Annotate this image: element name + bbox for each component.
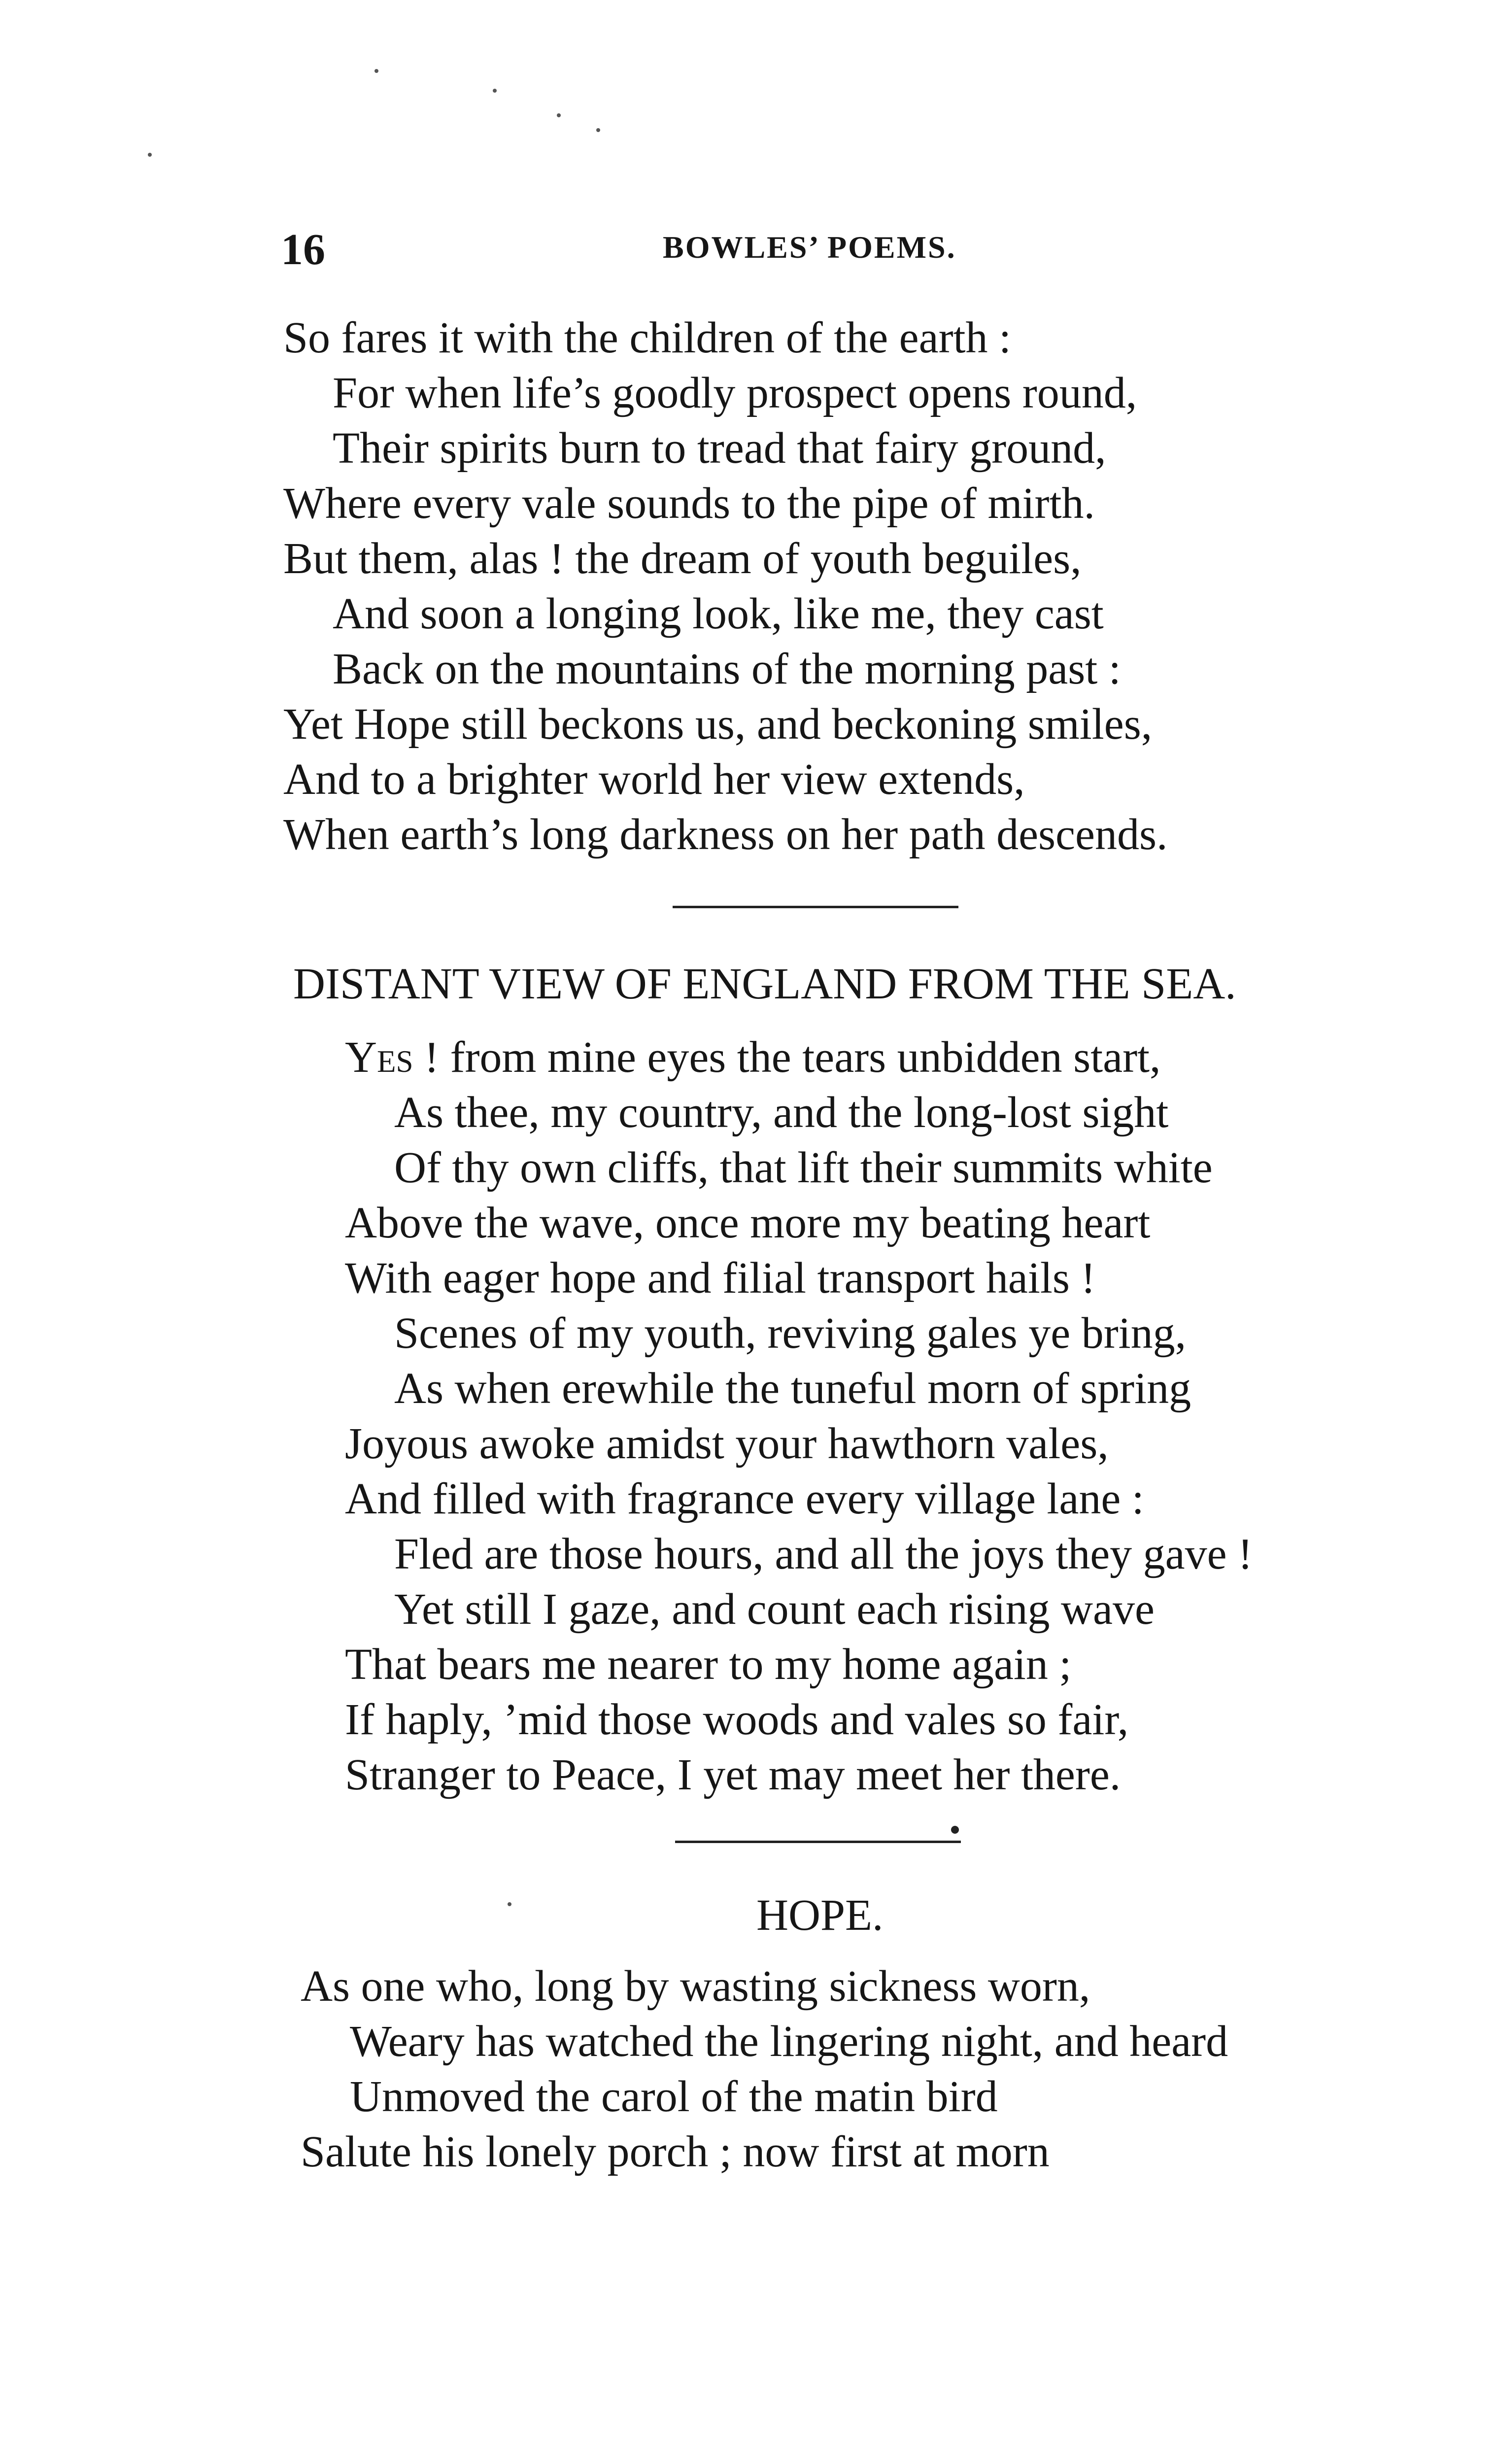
verse-line: With eager hope and filial transport hails ! <box>345 1254 1096 1302</box>
scan-speck <box>374 69 378 73</box>
scan-speck <box>508 1902 511 1906</box>
verse-line: As when erewhile the tuneful morn of spring <box>394 1364 1191 1413</box>
verse-line: Joyous awoke amidst your hawthorn vales, <box>345 1419 1109 1468</box>
scan-speck <box>148 153 152 157</box>
verse-line: Yet Hope still beckons us, and beckoning smiles, <box>283 700 1153 749</box>
section-divider <box>673 906 958 908</box>
verse-line: Their spirits burn to tread that fairy ground, <box>333 424 1106 473</box>
poem-continuation <box>283 310 1167 862</box>
verse-first-word: Yes <box>345 1033 413 1082</box>
poem-title: HOPE. <box>756 1891 884 1940</box>
verse-line: Unmoved the carol of the matin bird <box>350 2072 998 2121</box>
scan-speck <box>557 113 561 117</box>
verse-line: When earth’s long darkness on her path descends. <box>283 810 1168 859</box>
verse-line: And to a brighter world her view extends, <box>283 755 1025 804</box>
verse-line-rest: ! from mine eyes the tears unbidden start, <box>413 1033 1161 1082</box>
verse-line <box>345 1030 1253 1085</box>
verse-line: As one who, long by wasting sickness worn, <box>301 1962 1090 2011</box>
page-number: 16 <box>281 225 325 274</box>
verse-line: Salute his lonely porch ; now first at morn <box>301 2127 1050 2176</box>
verse-line: Fled are those hours, and all the joys they gave ! <box>394 1530 1253 1578</box>
verse-line: And filled with fragrance every village lane : <box>345 1474 1144 1523</box>
verse-line: But them, alas ! the dream of youth beguiles, <box>283 534 1082 583</box>
section-divider <box>675 1841 961 1843</box>
divider-dot <box>951 1826 959 1834</box>
page-header <box>281 224 1365 278</box>
poem-title: DISTANT VIEW OF ENGLAND FROM THE SEA. <box>293 959 1236 1008</box>
verse-line: Where every vale sounds to the pipe of mirth. <box>283 479 1095 528</box>
verse-line: And soon a longing look, like me, they cast <box>333 589 1104 638</box>
verse-line: For when life’s goodly prospect opens round, <box>333 369 1137 417</box>
verse-line: Back on the mountains of the morning past : <box>333 645 1121 693</box>
verse-line: So fares it with the children of the earth : <box>283 313 1012 362</box>
verse-line: Stranger to Peace, I yet may meet her there. <box>345 1750 1121 1799</box>
verse-line: Weary has watched the lingering night, and heard <box>350 2017 1228 2066</box>
running-head: BOWLES’ POEMS. <box>663 230 956 265</box>
scan-speck <box>493 89 497 93</box>
verse-line: Yet still I gaze, and count each rising wave <box>394 1585 1155 1634</box>
verse-line: Of thy own cliffs, that lift their summits white <box>394 1143 1213 1192</box>
poem-body <box>345 1030 1253 1803</box>
verse-line: Scenes of my youth, reviving gales ye bring, <box>394 1309 1187 1358</box>
verse-line: Above the wave, once more my beating heart <box>345 1198 1151 1247</box>
verse-line: That bears me nearer to my home again ; <box>345 1640 1072 1689</box>
verse-line: As thee, my country, and the long-lost sight <box>394 1088 1169 1137</box>
scan-speck <box>596 128 600 132</box>
poem-body <box>301 1959 1228 2180</box>
verse-line: If haply, ’mid those woods and vales so fair, <box>345 1695 1129 1744</box>
